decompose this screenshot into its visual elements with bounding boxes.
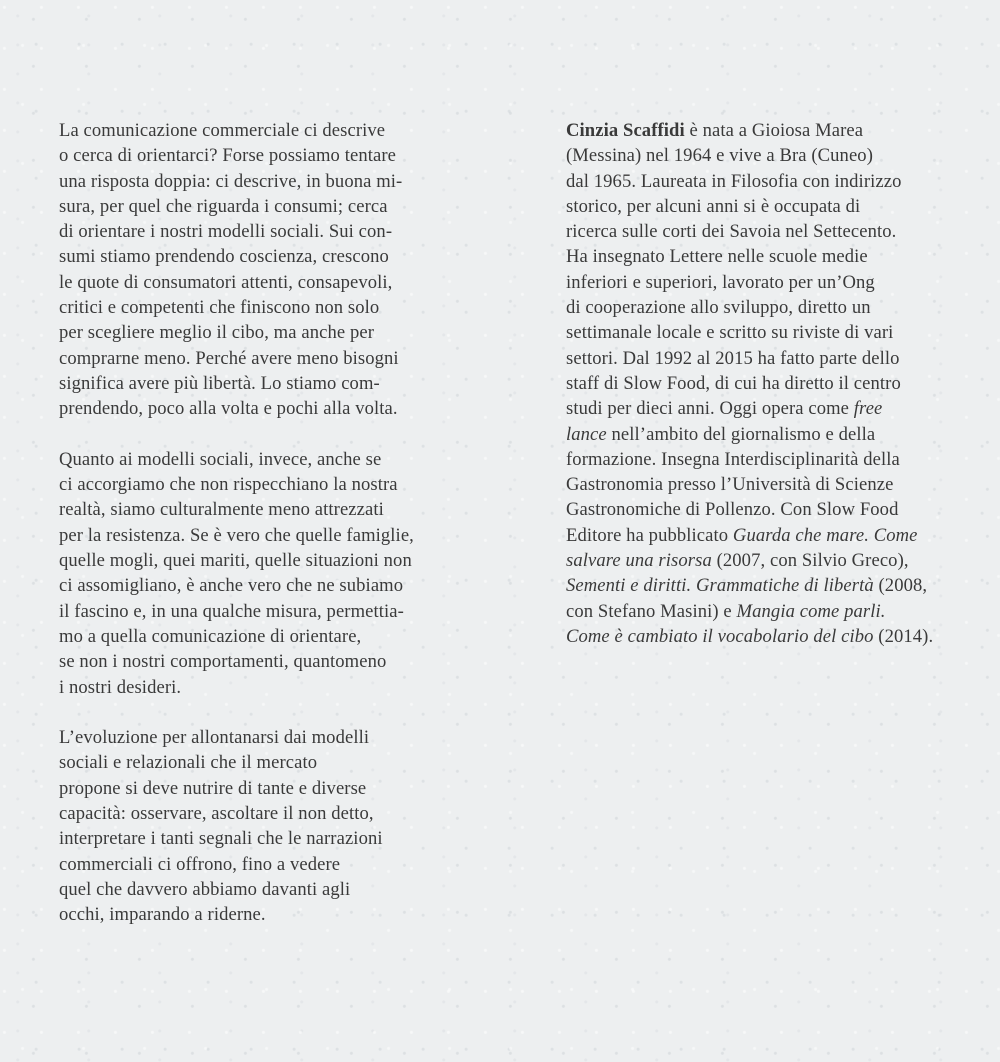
text-line: il fascino e, in una qualche misura, permettia- [59, 600, 404, 622]
text-line: critici e competenti che finiscono non solo [59, 297, 380, 319]
essay-paragraph-1 [59, 118, 449, 422]
text-line: commerciali ci offrono, fino a vedere [59, 853, 341, 875]
text-line: per la resistenza. Se è vero che quelle famiglie, [59, 524, 414, 546]
text-line: Quanto ai modelli sociali, invece, anche se [59, 448, 382, 470]
author-bio [566, 118, 966, 649]
book-title: Guarda che mare. Come [732, 524, 918, 546]
italic-term: lance [566, 423, 607, 445]
book-title: Sementi e diritti. Grammatiche di libertà [566, 575, 874, 597]
text-line: interpretare i tanti segnali che le narrazioni [59, 828, 383, 850]
text-fragment: (2008, [873, 575, 928, 597]
text-fragment: nell’ambito del giornalismo e della [606, 423, 876, 445]
text-line: staff di Slow Food, di cui ha diretto il centro [566, 372, 901, 394]
text-line [566, 573, 966, 598]
text-line: propone si deve nutrire di tante e diverse [59, 777, 367, 799]
author-name: Cinzia Scaffidi [566, 120, 685, 141]
text-line: capacità: osservare, ascoltare il non detto, [59, 803, 374, 825]
text-line: inferiori e superiori, lavorato per un’Ong [566, 271, 875, 293]
essay-paragraph-2 [59, 447, 449, 700]
text-line: La comunicazione commerciale ci descrive [59, 120, 386, 141]
text-line [566, 523, 966, 548]
text-line: di orientare i nostri modelli sociali. Sui con- [59, 221, 393, 243]
text-fragment: (2007, con Silvio Greco), [711, 550, 909, 572]
text-fragment: con Stefano Masini) e [566, 600, 737, 622]
text-line: formazione. Insegna Interdisciplinarità della [566, 448, 900, 470]
text-fragment: (2014). [873, 625, 934, 647]
book-title: Come è cambiato il vocabolario del cibo [566, 625, 874, 647]
text-line: dal 1965. Laureata in Filosofia con indirizzo [566, 170, 902, 192]
essay-column [59, 118, 449, 928]
text-line: prendendo, poco alla volta e pochi alla volta. [59, 398, 398, 420]
text-line [566, 396, 966, 421]
text-line: ricerca sulle corti dei Savoia nel Settecento. [566, 221, 897, 243]
text-line: sura, per quel che riguarda i consumi; cerca [59, 195, 388, 217]
text-line: settori. Dal 1992 al 2015 ha fatto parte dello [566, 347, 900, 369]
text-line: quel che davvero abbiamo davanti agli [59, 878, 351, 900]
essay-paragraph-3 [59, 725, 449, 927]
text-line [566, 624, 966, 649]
book-title: Mangia come parli. [736, 600, 886, 622]
text-line: i nostri desideri. [59, 676, 182, 698]
text-line: L’evoluzione per allontanarsi dai modelli [59, 727, 370, 749]
text-fragment: studi per dieci anni. Oggi opera come [566, 398, 854, 420]
text-line [566, 599, 966, 624]
italic-term: free [853, 398, 883, 420]
text-line: sumi stiamo prendendo coscienza, crescono [59, 246, 389, 268]
text-line: le quote di consumatori attenti, consapevoli, [59, 271, 393, 293]
text-line: ci accorgiamo che non rispecchiano la nostra [59, 474, 398, 496]
text-line: una risposta doppia: ci descrive, in buona mi- [59, 170, 403, 192]
author-bio-column [566, 118, 966, 649]
text-line: per scegliere meglio il cibo, ma anche per [59, 322, 374, 344]
text-line: quelle mogli, quei mariti, quelle situazioni non [59, 550, 412, 572]
text-line: o cerca di orientarci? Forse possiamo tentare [59, 145, 396, 167]
text-line: sociali e relazionali che il mercato [59, 752, 318, 774]
text-line: settimanale locale e scritto su riviste di vari [566, 322, 894, 344]
text-fragment: Editore ha pubblicato [566, 524, 733, 546]
book-title: salvare una risorsa [566, 550, 712, 572]
text-line: storico, per alcuni anni si è occupata di [566, 195, 861, 217]
text-line: ci assomigliano, è anche vero che ne subiamo [59, 575, 404, 597]
text-line: occhi, imparando a riderne. [59, 904, 266, 926]
text-line [566, 422, 966, 447]
text-line: realtà, siamo culturalmente meno attrezzati [59, 499, 384, 521]
text-line: significa avere più libertà. Lo stiamo com- [59, 372, 380, 394]
text-line: mo a quella comunicazione di orientare, [59, 625, 362, 647]
text-line: Gastronomiche di Pollenzo. Con Slow Food [566, 499, 899, 521]
text-line: se non i nostri comportamenti, quantomeno [59, 651, 387, 673]
text-line: Gastronomia presso l’Università di Scienze [566, 474, 894, 496]
text-line: (Messina) nel 1964 e vive a Bra (Cuneo) [566, 145, 873, 167]
text-line: Ha insegnato Lettere nelle scuole medie [566, 246, 868, 268]
text-line: comprarne meno. Perché avere meno bisogni [59, 347, 399, 369]
text-line [566, 548, 966, 573]
text-fragment: è nata a Gioiosa Marea [684, 120, 864, 141]
text-line: di cooperazione allo sviluppo, diretto un [566, 297, 871, 319]
text-line [566, 118, 966, 143]
